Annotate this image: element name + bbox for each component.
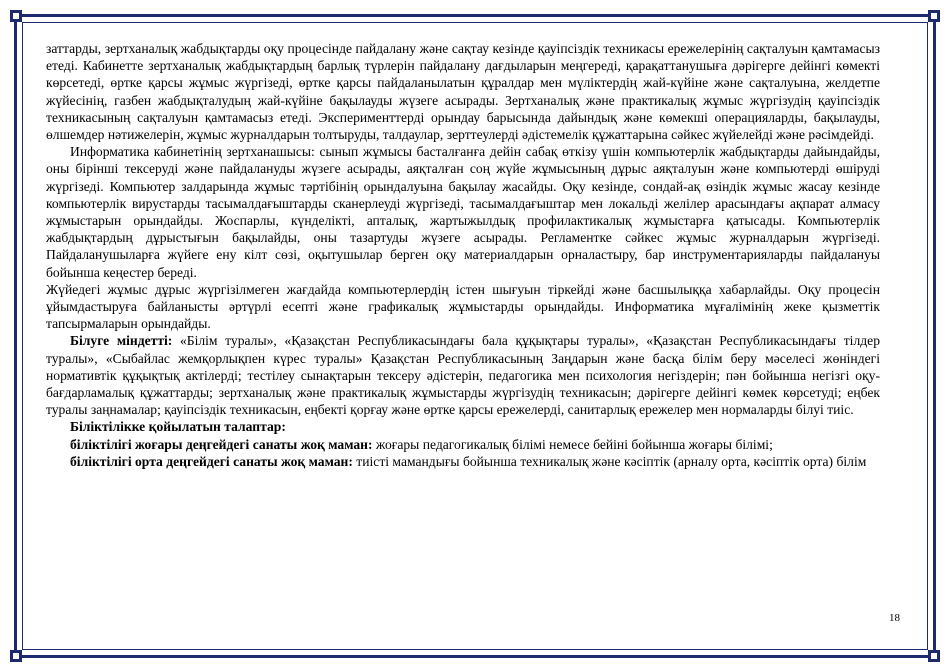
corner-ornament [928,650,940,662]
corner-ornament [928,10,940,22]
higher-level-label: біліктілігі жоғары деңгейдегі санаты жоқ маман: [70,436,373,452]
mid-level-text: тиісті мамандығы бойынша техникалық және кәсіптік (арналу орта, кәсіптік орта) білім [352,453,867,469]
corner-ornament [10,650,22,662]
mid-level-label: біліктілігі орта деңгейдегі санаты жоқ маман: [70,453,353,469]
page-number: 18 [889,612,900,624]
corner-ornament [10,10,22,22]
paragraph-mid-level [46,453,880,470]
document-body [46,40,880,470]
paragraph-safety-duties: заттарды, зертханалық жабдықтарды оқу процесінде пайдалану және сақтау кезінде қауіпсіздік техникасы ережелерінің сақталуын қамтамасыз етеді. Кабинетте зертханалық жабдықтардың барлық түрлерін пайдалану дағдыларын меңгереді, қарақаттанушыға дәрігерге дейінгі көмекті көрсетеді, өртке қарсы жұмыс жүргізеді, өртке қарсы пайдаланылатын құралдар мен мүліктердің жай-күйіне және сақталуына, желдетпе жүйесінің, газбен жабдықталудың жай-күйіне бақылауды жүзеге асырады. Зертханалық және практикалық жұмыс жүргізудің қауіпсіздік техникасының сақталуын қамтамасыз етеді. Эксперименттерді орындау барысында дайындық және көмекші операцияларды, бақылауды, өлшемдер нәтижелерін, жұмыс журналдарын толтыруды, талдаулар, зерттеулерді әдістемелік құжаттарына сәйкес жүйелейді және рәсімдейді. [46,41,880,143]
paragraph-higher-level [46,436,880,453]
paragraph-system-failures: Жүйедегі жұмыс дұрыс жүргізілмеген жағдайда компьютерлердің істен шығуын тіркейді және басшылыққа хабарлайды. Оқу процесін ұйымдастыруға байланысты әртүрлі есепті және графикалық жұмыстарды орындайды. Информатика мұғалімінің жеке қызметтік тапсырмаларын орындайды. [46,281,880,332]
paragraph-must-know [46,332,880,418]
qualification-requirements-heading: Біліктілікке қойылатын талаптар: [70,419,286,435]
must-know-label: Білуге міндетті: [70,333,173,349]
must-know-text: «Білім туралы», «Қазақстан Республикасындағы бала құқықтары туралы», «Қазақстан Республикасындағы тілдер туралы», «Сыбайлас жемқорлықпен күрес туралы» Қазақстан Республикасының Заңдарын және басқа білім беру мәселесі жөніндегі нормативтік құқықтық актілерді; тестілеу сынақтарын тексеру әдістерін, педагогика мен психология негіздерін; пән бойынша негізгі оқу-бағдарламалық құжаттарды; зертханалық және практикалық жұмыстарды жүргізудің техникасын; дәрігерге дейінгі көмек көрсетуді; еңбек туралы заңнамалар; қауіпсіздік техникасын, еңбекті қорғау және өртке қарсы ережелерді, санитарлық ережелер мен нормаларды білуі тиіс. [46,333,880,418]
paragraph-informatics-lab: Информатика кабинетінің зертханашысы: сынып жұмысы басталғанға дейін сабақ өткізу үшін компьютерлік жабдықтарды дайындайды, оны бірінші тексеруді және пайдалануды жүзеге асырады, аяқталған соң жүйе жұмысының дұрыс аяқталуын және компьютерді өшіруді жүргізеді. Компьютер залдарында жұмыс тәртібінің орындалуына бақылау жасайды. Оқу кезінде, сондай-ақ өзіндік жұмыс жасау кезінде компьютерлік вирустарды тасымалдағыштарды сканерлеуді жүргізеді, тасымалдағыштар мен локальді желілер арасындағы ақпарат алмасу жұмыстарын орындайды. Жоспарлы, күнделікті, апталық, жартыжылдық профилактикалық жұмыстарға қатысады. Компьютерлік жабдықтардың дұрыстығын бақылайды, оны тазартуды жүзеге асырады. Регламентке сәйкес жұмыс журналдарын жүргізеді. Пайдаланушыларға жүйеге ену кілт сөзі, оқытушылар берген оқу материалдарын орналастыру, бар инструментарияларды пайдалануы бойынша кеңестер береді. [46,144,880,280]
higher-level-text: жоғары педагогикалық білімі немесе бейіні бойынша жоғары білімі; [372,436,773,452]
